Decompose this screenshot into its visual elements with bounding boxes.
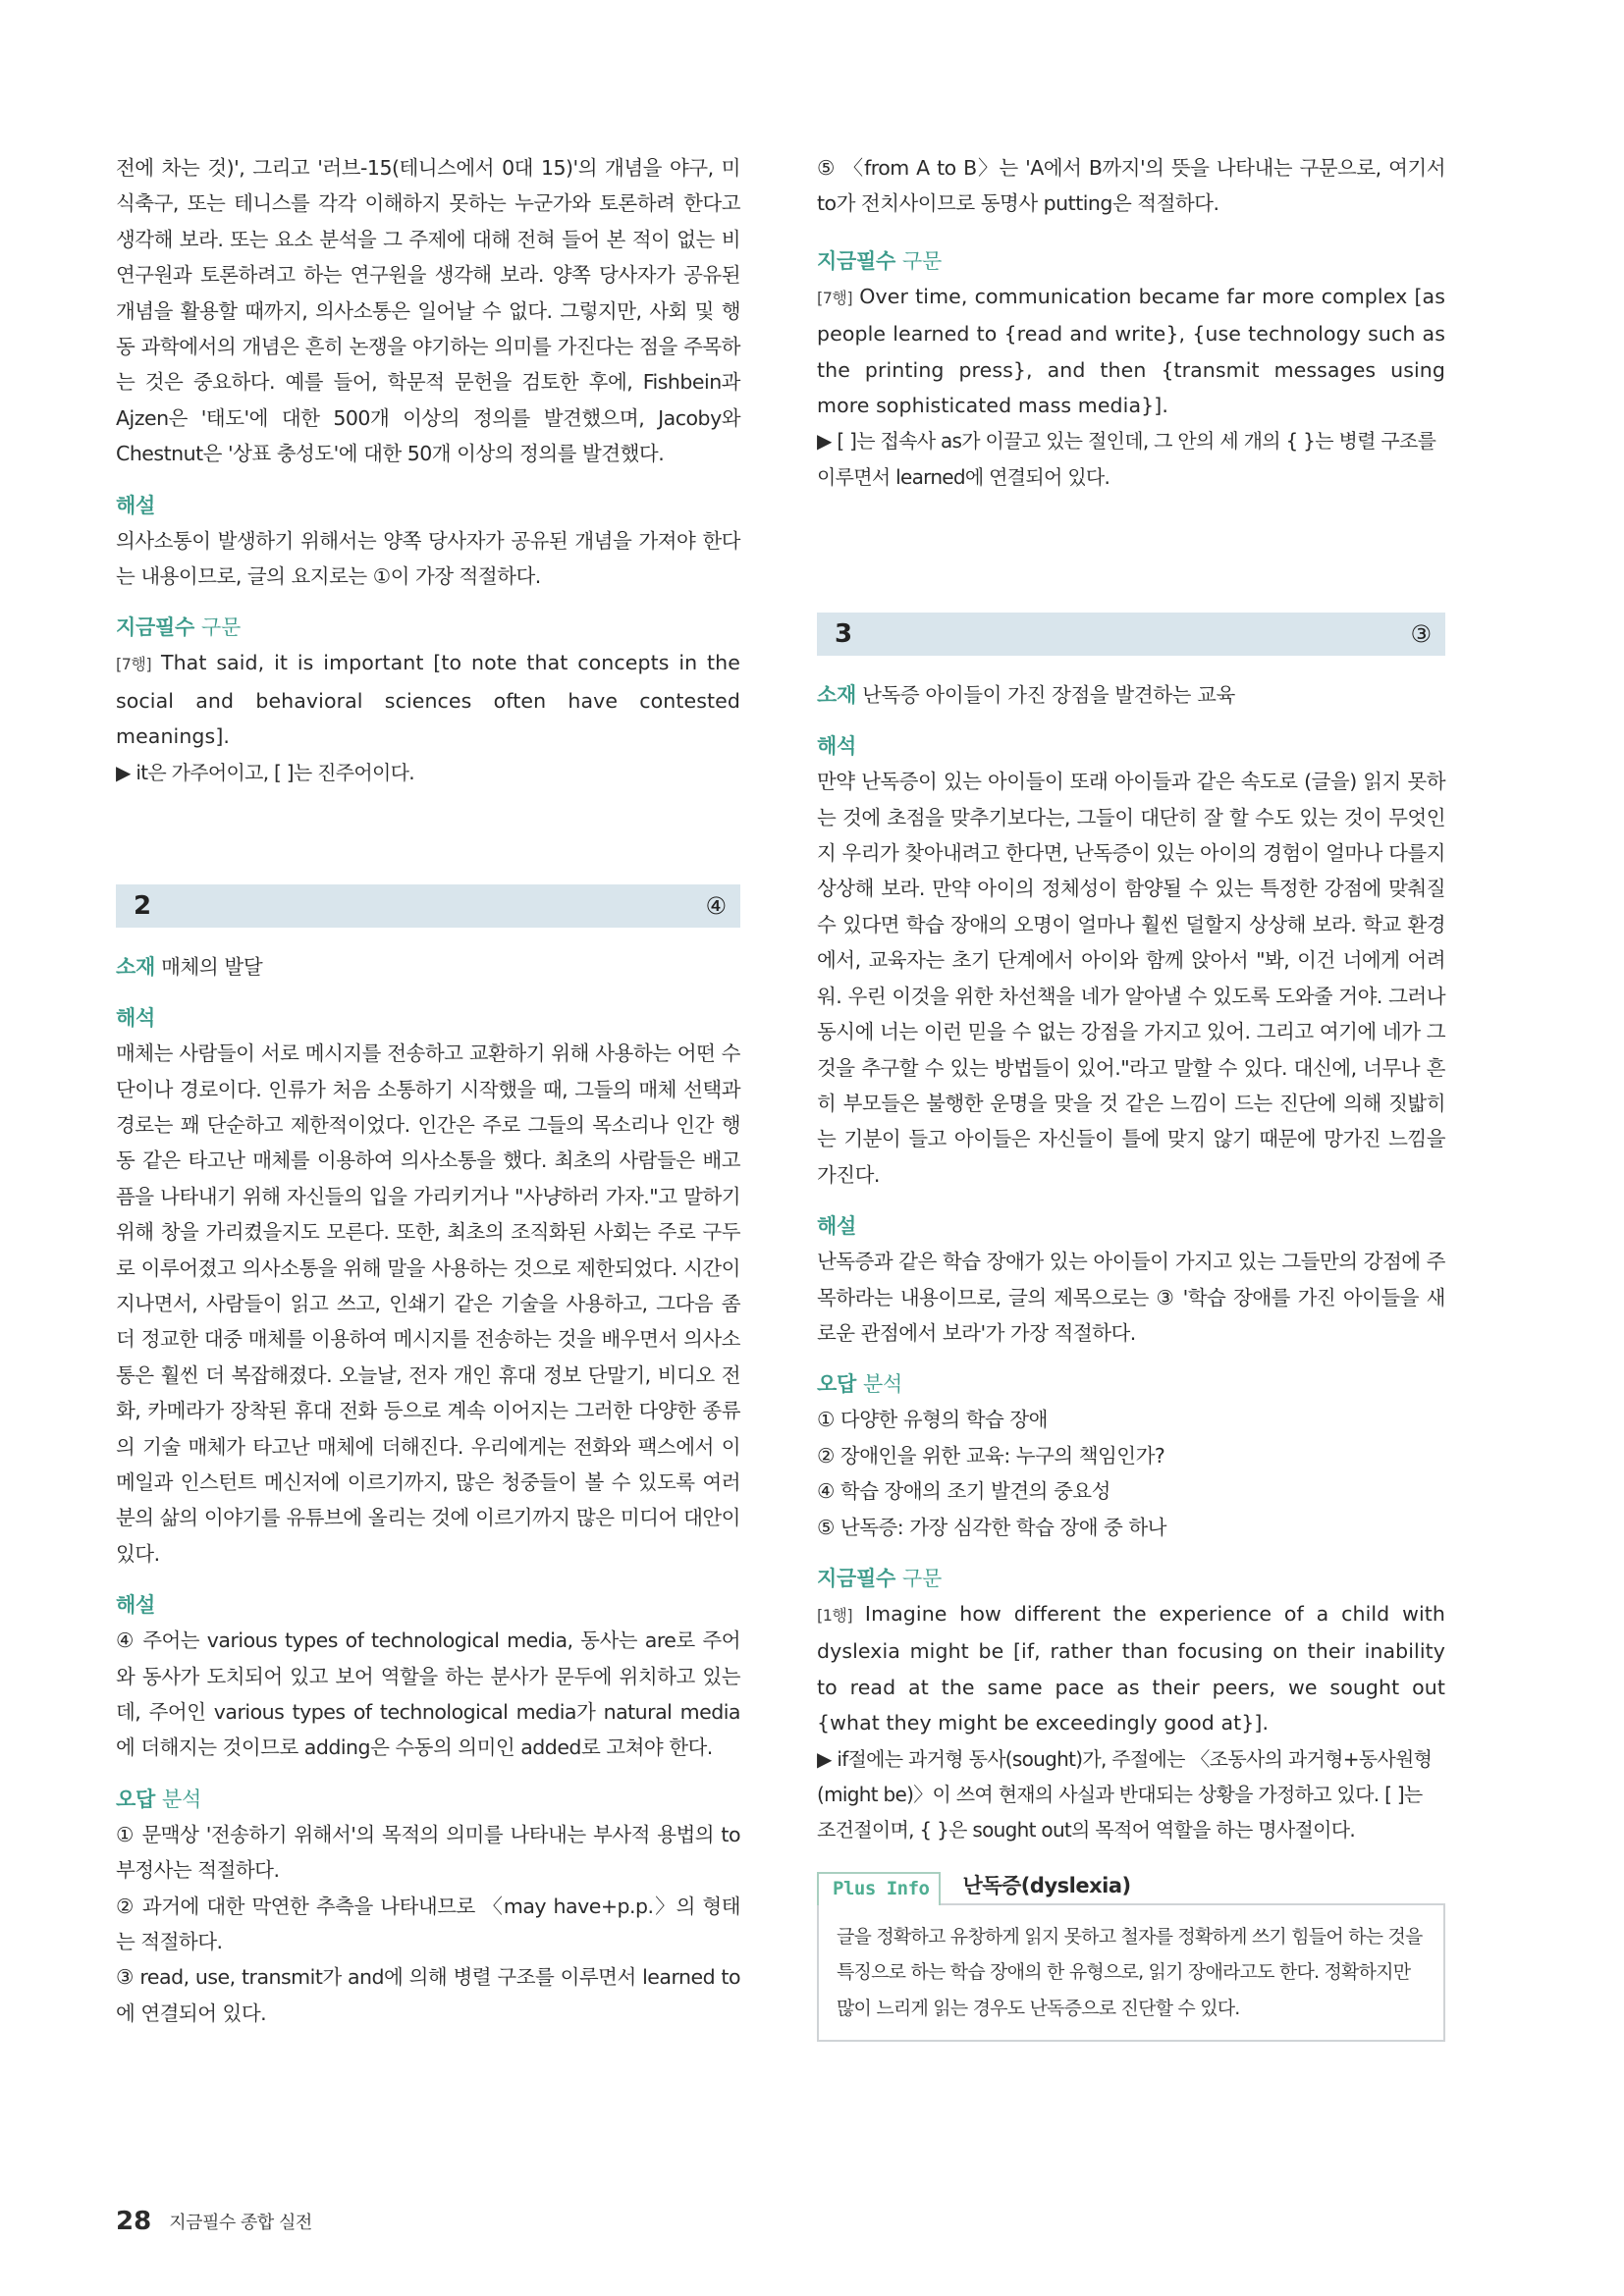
- question-number: 3: [835, 619, 853, 650]
- wrong-answer-item: ② 장애인을 위한 교육: 누구의 책임인가?: [817, 1443, 1165, 1468]
- plus-info-text: 글을 정확하고 유창하게 읽지 못하고 철자를 정확하게 쓰기 힘들어 하는 것을 특징으로 하는 학습 장애의 한 유형으로, 읽기 장애라고도 한다. 정확하지만 많이 느리게 읽는 경우도 난독증으로 진단할 수 있다.: [817, 1903, 1445, 2043]
- wrong-answer-item: ⑤ 〈from A to B〉는 'A에서 B까지'의 뜻을 나타내는 구문으로, 여기서 to가 전치사이므로 동명사 putting은 적절하다.: [817, 156, 1445, 216]
- syntax-sentence-text: That said, it is important [to note that concepts in the social and behavioral sciences often have contested meanings].: [116, 651, 740, 749]
- right-column: [817, 150, 1445, 2042]
- wrong-label-main: 오답: [817, 1372, 856, 1397]
- question-answer: ③: [1410, 620, 1432, 649]
- wrong-answer-item: ③ read, use, transmit가 and에 의해 병렬 구조를 이루면서 learned to에 연결되어 있다.: [116, 1965, 740, 2025]
- syntax-note: ▶ it은 가주어이고, [ ]는 진주어이다.: [116, 760, 414, 784]
- translation-text: 만약 난독증이 있는 아이들이 또래 아이들과 같은 속도로 (글을) 읽지 못하는 것에 초점을 맞추기보다는, 그들이 대단히 잘 할 수도 있는 것이 무엇인지 우리가 찾아내려고 한다면, 난독증이 있는 아이의 경험이 얼마나 다를지 상상해 보라. 만약 아이의 정체성이 함양될 수 있는 특정한 강점에 맞춰질 수 있다면 학습 장애의 오명이 얼마나 훨씬 덜할지 상상해 보라. 학교 환경에서, 교육자는 초기 단계에서 아이와 함께 앉아서 "봐, 이건 너에게 어려워. 우린 이것을 위한 차선책을 네가 알아낼 수 있도록 도와줄 거야. 그러나 동시에 너는 이런 믿을 수 없는 강점을 가지고 있어. 그리고 여기에 네가 그것을 추구할 수 있는 방법들이 있어."라고 말할 수 있다. 대신에, 너무나 흔히 부모들은 불행한 운명을 맞을 것 같은 느낌이 드는 진단에 의해 짓밟히는 기분이 들고 아이들은 자신들이 틀에 맞지 않기 때문에 망가진 느낌을 가진다.: [817, 770, 1445, 1187]
- plus-info-title: 난독증(dyslexia): [962, 1873, 1131, 1897]
- topic-text: 난독증 아이들이 가진 장점을 발견하는 교육: [862, 683, 1235, 708]
- wrong-answer-label: [116, 1782, 740, 1817]
- question-number: 2: [134, 891, 152, 922]
- syntax-note: ▶ [ ]는 접속사 as가 이끌고 있는 절인데, 그 안의 세 개의 { }는 병렬 구조를 이루면서 learned에 연결되어 있다.: [817, 429, 1436, 489]
- translation-label: 해석: [817, 734, 856, 759]
- left-column: [116, 150, 740, 2031]
- explanation-label: 해설: [116, 493, 155, 517]
- plus-info-box: [817, 1866, 1445, 2043]
- syntax-sentence: [817, 279, 1445, 424]
- syntax-label-main: 지금필수: [817, 248, 895, 273]
- syntax-label-sub: 구문: [200, 615, 241, 640]
- explanation-label: 해설: [817, 1214, 856, 1239]
- syntax-label-sub: 구문: [901, 248, 942, 273]
- line-ref: [7행]: [116, 655, 152, 674]
- book-title: 지금필수 종합 실전: [169, 2213, 312, 2233]
- topic-label: 소재: [116, 955, 155, 980]
- translation-label: 해석: [116, 1006, 155, 1031]
- syntax-sentence: [116, 645, 740, 754]
- question-bar: [116, 884, 740, 928]
- explanation-label: 해설: [116, 1593, 155, 1618]
- explanation-text: 난독증과 같은 학습 장애가 있는 아이들이 가지고 있는 그들만의 강점에 주목하라는 내용이므로, 글의 제목으로는 ③ '학습 장애를 가진 아이들을 새로운 관점에서 보라'가 가장 적절하다.: [817, 1250, 1445, 1345]
- question-answer: ④: [705, 892, 727, 921]
- wrong-answer-item: ④ 학습 장애의 조기 발견의 중요성: [817, 1479, 1110, 1504]
- wrong-label-main: 오답: [116, 1787, 155, 1811]
- wrong-label-sub: 분석: [863, 1372, 902, 1397]
- wrong-label-sub: 분석: [162, 1787, 201, 1811]
- page-number: 28: [116, 2207, 152, 2236]
- explanation-text: ④ 주어는 various types of technological media, 동사는 are로 주어와 동사가 도치되어 있고 보어 역할을 하는 분사가 문두에 위치하고 있는데, 주어인 various types of technological media가 natural media에 더해지는 것이므로 adding은 수동의 의미인 added로 고쳐야 한다.: [116, 1629, 740, 1760]
- topic-text: 매체의 발달: [161, 955, 263, 980]
- wrong-answer-item: ⑤ 난독증: 가장 심각한 학습 장애 중 하나: [817, 1515, 1166, 1539]
- syntax-sentence-text: Imagine how different the experience of a child with dyslexia might be [if, rather than focusing on their inability to read at the same pace as their peers, we sought out {what they might be exceedingly good at}].: [817, 1601, 1445, 1735]
- syntax-label: [817, 1561, 1445, 1596]
- passage-continuation: 전에 차는 것)', 그리고 '러브-15(테니스에서 0대 15)'의 개념을 야구, 미식축구, 또는 테니스를 각각 이해하지 못하는 누군가와 토론하려 한다고 생각해 보라. 또는 요소 분석을 그 주제에 대해 전혀 들어 본 적이 없는 비연구원과 토론하려고 하는 연구원을 생각해 보라. 양쪽 당사자가 공유된 개념을 활용할 때까지, 의사소통은 일어날 수 없다. 그렇지만, 사회 및 행동 과학에서의 개념은 흔히 논쟁을 야기하는 의미를 가진다는 점을 주목하는 것은 중요하다. 예를 들어, 학문적 문헌을 검토한 후에, Fishbein과 Ajzen은 '태도'에 대한 500개 이상의 정의를 발견했으며, Jacoby와 Chestnut은 '상표 충성도'에 대한 50개 이상의 정의를 발견했다.: [116, 156, 740, 466]
- topic-line: [817, 677, 1445, 713]
- syntax-sentence-text: Over time, communication became far more complex [as people learned to {read and write}, {use technology such as the printing press}, and then {transmit messages using more sophisticated mass media}].: [817, 284, 1445, 418]
- wrong-answer-label: [817, 1366, 1445, 1402]
- wrong-answer-item: ① 문맥상 '전송하기 위해서'의 목적의 의미를 나타내는 부사적 용법의 to부정사는 적절하다.: [116, 1822, 740, 1883]
- syntax-sentence: [817, 1596, 1445, 1741]
- syntax-label-sub: 구문: [901, 1566, 942, 1590]
- syntax-label-main: 지금필수: [817, 1566, 895, 1590]
- topic-line: [116, 949, 740, 985]
- topic-label: 소재: [817, 683, 856, 708]
- plus-info-tab: Plus Info: [817, 1872, 941, 1905]
- plus-info-header: [817, 1866, 1445, 1905]
- translation-text: 매체는 사람들이 서로 메시지를 전송하고 교환하기 위해 사용하는 어떤 수단이나 경로이다. 인류가 처음 소통하기 시작했을 때, 그들의 매체 선택과 경로는 꽤 단순하고 제한적이었다. 인간은 주로 그들의 목소리나 인간 행동 같은 타고난 매체를 이용하여 의사소통을 했다. 최초의 사람들은 배고픔을 나타내기 위해 자신들의 입을 가리키거나 "사냥하러 가자."고 말하기 위해 창을 가리켰을지도 모른다. 또한, 최초의 조직화된 사회는 주로 구두로 이루어졌고 의사소통을 위해 말을 사용하는 것으로 제한되었다. 시간이 지나면서, 사람들이 읽고 쓰고, 인쇄기 같은 기술을 사용하고, 그다음 좀 더 정교한 대중 매체를 이용하여 메시지를 전송하는 것을 배우면서 의사소통은 훨씬 더 복잡해졌다. 오늘날, 전자 개인 휴대 정보 단말기, 비디오 전화, 카메라가 장착된 휴대 전화 등으로 계속 이어지는 그러한 다양한 종류의 기술 매체가 타고난 매체에 더해진다. 우리에게는 전화와 팩스에서 이메일과 인스턴트 메신저에 이르기까지, 많은 청중들이 볼 수 있도록 여러분의 삶의 이야기를 유튜브에 올리는 것에 이르기까지 많은 미디어 대안이 있다.: [116, 1041, 740, 1566]
- syntax-label: [116, 610, 740, 645]
- page-footer: [116, 2207, 312, 2236]
- question-bar: [817, 613, 1445, 656]
- line-ref: [1행]: [817, 1605, 853, 1625]
- explanation-text: 의사소통이 발생하기 위해서는 양쪽 당사자가 공유된 개념을 가져야 한다는 내용이므로, 글의 요지로는 ①이 가장 적절하다.: [116, 528, 740, 589]
- wrong-answer-item: ① 다양한 유형의 학습 장애: [817, 1408, 1048, 1432]
- line-ref: [7행]: [817, 288, 853, 307]
- syntax-label: [817, 243, 1445, 279]
- wrong-answer-item: ② 과거에 대한 막연한 추측을 나타내므로 〈may have+p.p.〉의 형태는 적절하다.: [116, 1894, 740, 1954]
- syntax-note: ▶ if절에는 과거형 동사(sought)가, 주절에는 〈조동사의 과거형+동사원형(might be)〉이 쓰여 현재의 사실과 반대되는 상황을 가정하고 있다. [ ]는 조건절이며, { }은 sought out의 목적어 역할을 하는 명사절이다.: [817, 1746, 1433, 1842]
- syntax-label-main: 지금필수: [116, 615, 194, 640]
